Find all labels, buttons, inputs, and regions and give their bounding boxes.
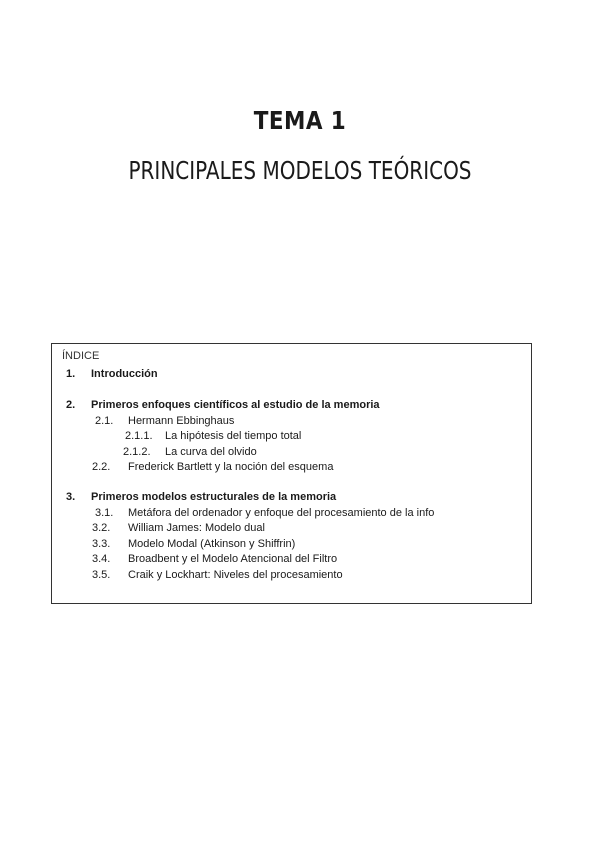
page-title: TEMA 1	[253, 106, 347, 135]
toc-item-label: Primeros enfoques científicos al estudio de la memoria	[91, 399, 380, 411]
toc-item-number: 2.2.	[92, 461, 111, 473]
toc-item-label: Frederick Bartlett y la noción del esquema	[128, 461, 334, 473]
toc-item-number: 1.	[66, 368, 76, 380]
toc-item-number: 3.3.	[92, 538, 111, 550]
toc-item-label: Craik y Lockhart: Niveles del procesamiento	[128, 569, 343, 581]
toc-item-label: Introducción	[91, 368, 158, 380]
toc-item-label: Hermann Ebbinghaus	[128, 415, 235, 427]
toc-item-number: 2.1.2.	[123, 446, 151, 458]
toc-item-label: La hipótesis del tiempo total	[165, 430, 302, 442]
toc-heading: ÍNDICE	[62, 350, 100, 362]
toc-item-number: 2.1.1.	[125, 430, 153, 442]
toc-item-number: 2.1.	[95, 415, 114, 427]
page-subtitle: PRINCIPALES MODELOS TEÓRICOS	[128, 156, 472, 185]
table-of-contents	[51, 343, 532, 604]
toc-item-number: 3.4.	[92, 553, 111, 565]
toc-item-number: 2.	[66, 399, 76, 411]
toc-item-number: 3.2.	[92, 522, 111, 534]
toc-item-label: William James: Modelo dual	[128, 522, 265, 534]
toc-item-label: Primeros modelos estructurales de la memoria	[91, 491, 337, 503]
toc-item-number: 3.5.	[92, 569, 111, 581]
toc-item-number: 3.	[66, 491, 76, 503]
toc-item-label: Metáfora del ordenador y enfoque del procesamiento de la info	[128, 507, 435, 519]
toc-item-label: Broadbent y el Modelo Atencional del Filtro	[128, 553, 338, 565]
toc-item-label: La curva del olvido	[165, 446, 257, 458]
toc-item-number: 3.1.	[95, 507, 114, 519]
toc-item-label: Modelo Modal (Atkinson y Shiffrin)	[128, 538, 296, 550]
